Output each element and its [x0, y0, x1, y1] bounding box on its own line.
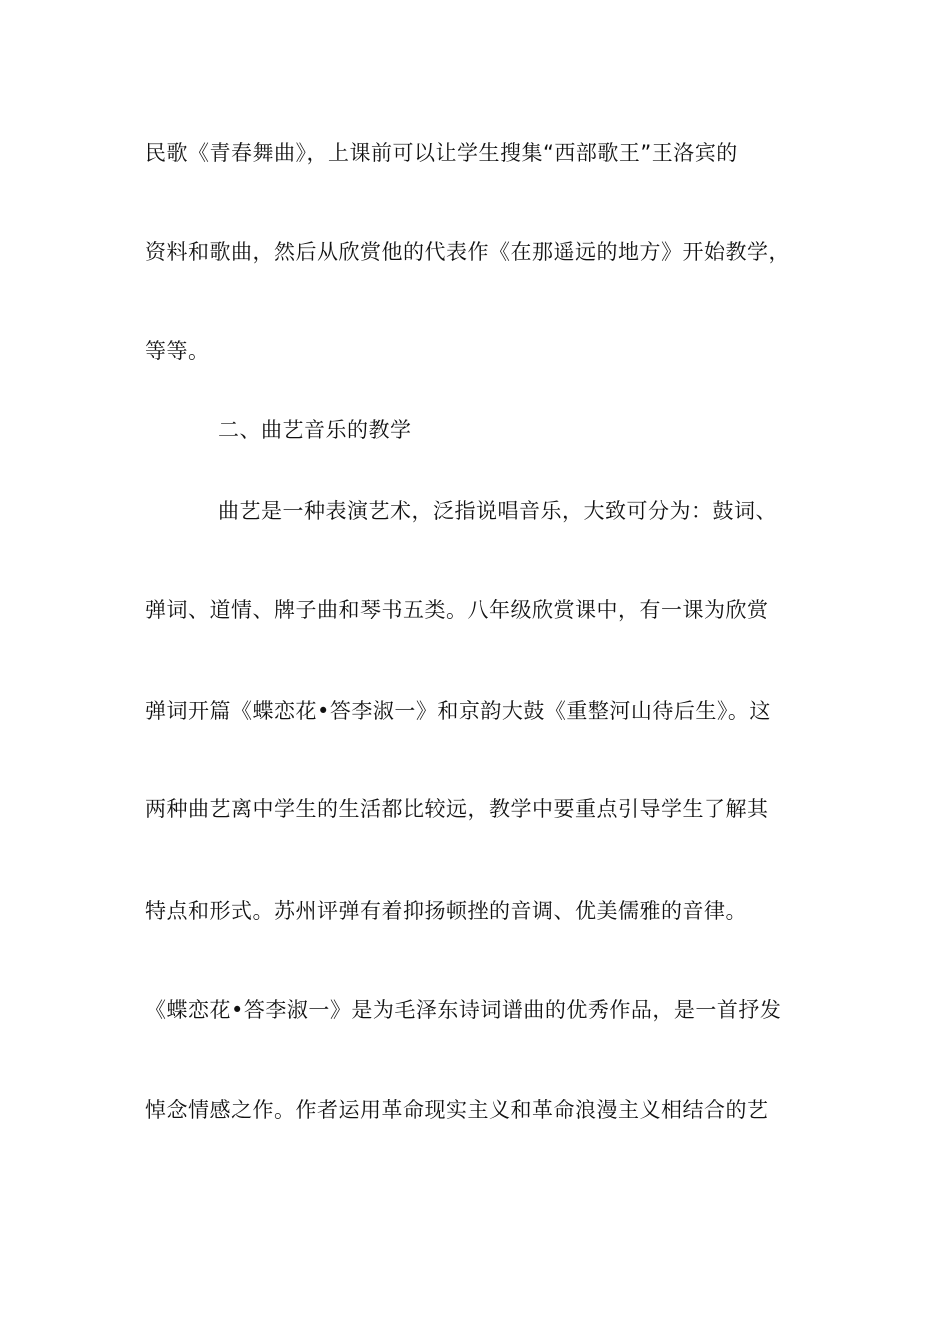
paragraph-line: 资料和歌曲，然后从欣赏他的代表作《在那遥远的地方》开始教学，	[145, 240, 790, 264]
paragraph-line: 两种曲艺离中学生的生活都比较远，教学中要重点引导学生了解其	[145, 797, 769, 821]
paragraph-line: 民歌《青春舞曲》，上课前可以让学生搜集“西部歌王”王洛宾的	[145, 141, 738, 165]
section-heading: 二、曲艺音乐的教学	[218, 418, 412, 442]
paragraph-line: 弹词开篇《蝶恋花•答李淑一》和京韵大鼓《重整河山待后生》。这	[145, 699, 771, 723]
paragraph-line: 等等。	[145, 339, 210, 363]
paragraph-line: 悼念情感之作。作者运用革命现实主义和革命浪漫主义相结合的艺	[145, 1098, 769, 1122]
paragraph-line: 弹词、道情、牌子曲和琴书五类。八年级欣赏课中，有一课为欣赏	[145, 598, 769, 622]
paragraph-line: 《蝶恋花•答李淑一》是为毛泽东诗词谱曲的优秀作品，是一首抒发	[145, 998, 782, 1022]
paragraph-line: 特点和形式。苏州评弹有着抑扬顿挫的音调、优美儒雅的音律。	[145, 899, 747, 923]
paragraph-line: 曲艺是一种表演艺术，泛指说唱音乐，大致可分为：鼓词、	[218, 499, 777, 523]
